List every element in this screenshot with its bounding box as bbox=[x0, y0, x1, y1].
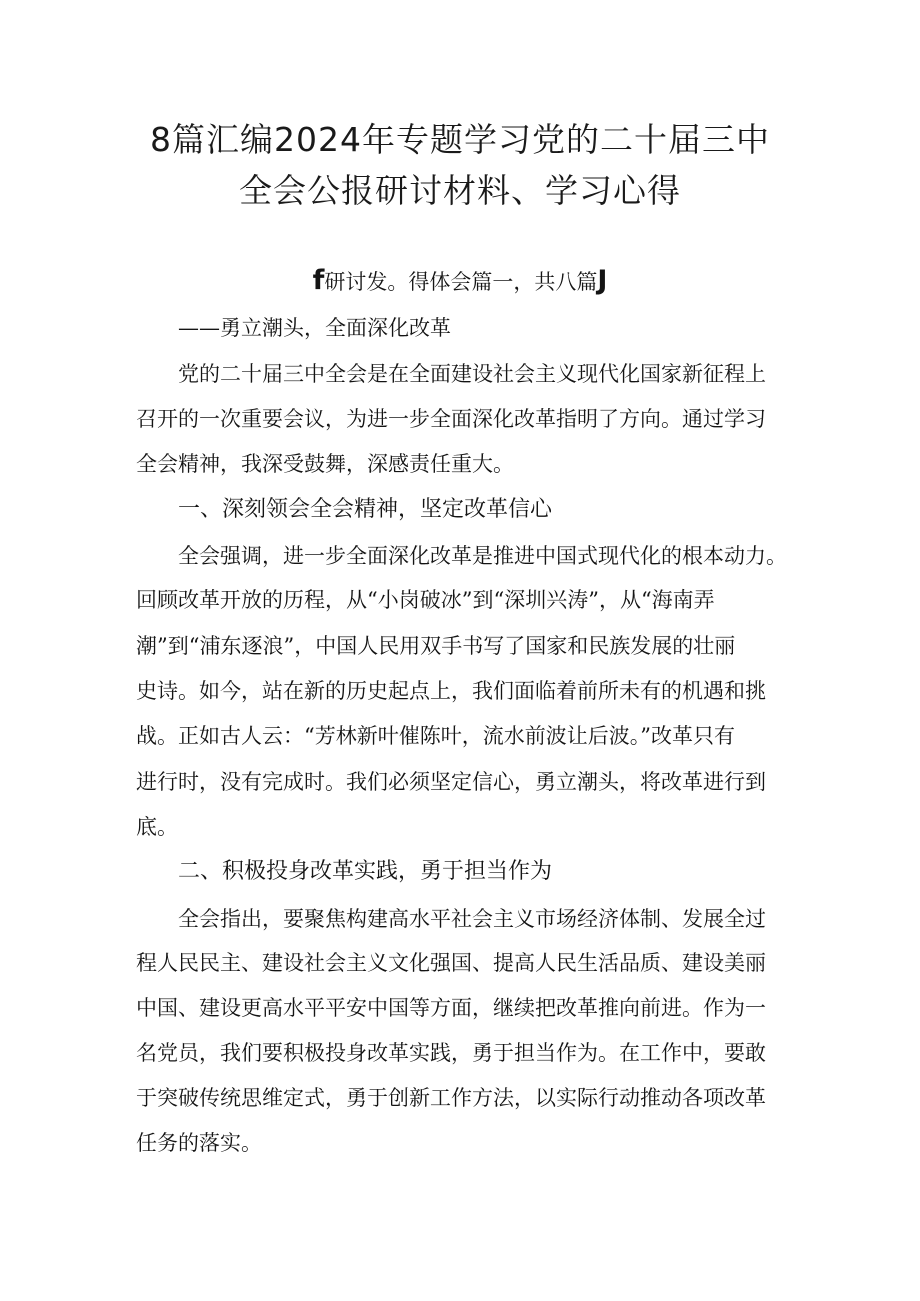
subtitle-close-glyph: J bbox=[597, 265, 608, 296]
section-2-heading: 二、积极投身改革实践，勇于担当作为 bbox=[178, 859, 553, 884]
section-2-line: 名党员，我们要积极投身改革实践，勇于担当作为。在工作中，要敢 bbox=[136, 1041, 766, 1065]
tagline: ——勇立潮头，全面深化改革 bbox=[178, 316, 451, 340]
document-title-line-1: 8篇汇编2024年专题学习党的二十届三中 bbox=[150, 120, 770, 159]
section-1-line: 进行时，没有完成时。我们必须坚定信心，勇立潮头，将改革进行到 bbox=[136, 770, 766, 794]
section-2-line: 程人民民主、建设社会主义文化强国、提高人民生活品质、建设美丽 bbox=[136, 951, 766, 975]
section-1-line: 战。正如古人云：“芳林新叶催陈叶，流水前波让后波。”改革只有 bbox=[136, 724, 735, 748]
section-1-line: 史诗。如今，站在新的历史起点上，我们面临着前所未有的机遇和挑 bbox=[136, 679, 766, 703]
document-title-line-2: 全会公报研讨材料、学习心得 bbox=[239, 171, 681, 210]
intro-line: 党的二十届三中全会是在全面建设社会主义现代化国家新征程上 bbox=[178, 362, 766, 386]
section-1-line: 底。 bbox=[136, 815, 178, 839]
section-2-line: 任务的落实。 bbox=[136, 1131, 262, 1155]
section-1-line: 全会强调，进一步全面深化改革是推进中国式现代化的根本动力。 bbox=[178, 544, 787, 568]
intro-line: 召开的一次重要会议，为进一步全面深化改革指明了方向。通过学习 bbox=[136, 407, 766, 431]
section-1-heading: 一、深刻领会全会精神，坚定改革信心 bbox=[178, 497, 553, 522]
subtitle-open-glyph: f bbox=[312, 265, 325, 296]
subtitle-text: 研讨发。得体会篇一，共八篇 bbox=[324, 270, 598, 294]
intro-line: 全会精神，我深受鼓舞，深感责任重大。 bbox=[136, 452, 514, 476]
section-1-line: 潮”到“浦东逐浪”，中国人民用双手书写了国家和民族发展的壮丽 bbox=[136, 634, 736, 658]
document-subtitle bbox=[0, 265, 920, 296]
section-2-line: 全会指出，要聚焦构建高水平社会主义市场经济体制、发展全过 bbox=[178, 907, 766, 931]
section-1-line: 回顾改革开放的历程，从“小岗破冰”到“深圳兴涛”，从“海南弄 bbox=[136, 588, 715, 612]
section-2-line: 中国、建设更高水平平安中国等方面，继续把改革推向前进。作为一 bbox=[136, 996, 766, 1020]
section-2-line: 于突破传统思维定式，勇于创新工作方法，以实际行动推动各项改革 bbox=[136, 1086, 766, 1110]
